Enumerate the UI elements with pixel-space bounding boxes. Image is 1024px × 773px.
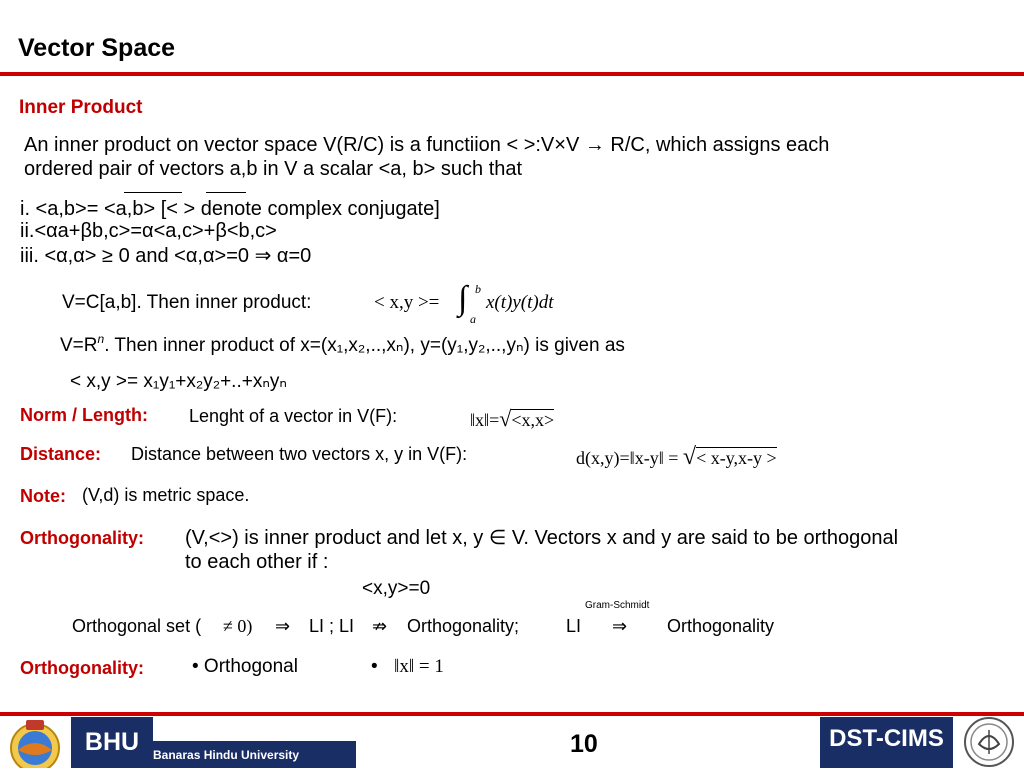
- conjugate-bar-1: [124, 192, 182, 193]
- orthogonality-label-2: Orthogonality:: [20, 658, 144, 678]
- rn-text-d: is given as: [529, 335, 625, 356]
- rn-text-sup: n: [97, 332, 105, 346]
- bhu-badge: BHU: [71, 717, 153, 768]
- orthogonality-line-2: to each other if :: [185, 551, 329, 573]
- sqrt-icon: √: [499, 406, 512, 431]
- university-name: Banaras Hindu University: [153, 747, 300, 762]
- rn-vectors: x=(x₁,x₂,..,xₙ), y=(y₁,y₂,..,yₙ): [300, 335, 530, 356]
- sqrt-icon: √: [682, 444, 697, 470]
- unit-norm-formula: ‖x‖ = 1: [394, 656, 444, 677]
- property-i-a: i. <a,b>=: [20, 198, 104, 220]
- bullet-normalized: •: [371, 656, 378, 677]
- norm-text: Lenght of a vector in V(F):: [189, 406, 398, 426]
- property-ii: ii.<αa+βb,c>=α<a,c>+β<b,c>: [20, 220, 277, 242]
- property-i-c: [: [155, 198, 167, 220]
- property-i-conjugate: <a,b>: [103, 198, 156, 220]
- rn-text-a: V=R: [60, 335, 98, 356]
- norm-formula: [470, 406, 554, 432]
- orthogonal-set-i: Orthogonality: [667, 616, 775, 636]
- norm-formula-a: ‖x‖=: [470, 410, 500, 430]
- orthogonal-set-d: LI ; LI: [309, 616, 355, 636]
- orthogonal-set-f: Orthogonality;: [407, 616, 520, 636]
- integrand: x(t)y(t)dt: [486, 292, 554, 313]
- distance-formula: [576, 444, 777, 471]
- property-i-e: denote complex conjugate]: [195, 198, 440, 220]
- intro-line-1: An inner product on vector space V(R/C) is a functiion < >:V×V → R/C, which assigns each: [24, 134, 830, 156]
- dst-cims-badge: DST-CIMS: [820, 717, 953, 768]
- note-text: (V,d) is metric space.: [82, 485, 250, 505]
- page-number: 10: [570, 730, 598, 758]
- orthogonality-condition: <x,y>=0: [362, 578, 431, 599]
- property-i-brackets: < >: [166, 198, 196, 220]
- orthogonal-set-a: Orthogonal set (: [72, 616, 202, 636]
- property-iii: iii. <α,α> ≥ 0 and <α,α>=0 ⇒ α=0: [20, 245, 312, 267]
- cab-text: V=C[a,b]. Then inner product:: [62, 292, 312, 313]
- inner-product-heading: Inner Product: [19, 97, 143, 118]
- bullet-orthogonal: • Orthogonal: [192, 656, 298, 677]
- distance-formula-b: < x-y,x-y >: [696, 448, 777, 468]
- rn-formula: < x,y >= x₁y₁+x₂y₂+..+xₙyₙ: [70, 371, 287, 392]
- orthogonality-line-1: (V,<>) is inner product and let x, y ∈ V. Vectors x and y are said to be orthogonal: [185, 527, 899, 549]
- university-name-band: [153, 741, 356, 768]
- conjugate-bar-2: [206, 192, 246, 193]
- bhu-logo: [4, 716, 66, 768]
- distance-label: Distance:: [20, 444, 102, 464]
- orthogonality-label: Orthogonality:: [20, 528, 144, 548]
- orthogonal-set-b: ≠ 0): [223, 616, 253, 636]
- distance-formula-a: d(x,y)=‖x-y‖ =: [576, 448, 679, 468]
- title-divider: [0, 72, 1024, 76]
- footer-divider: [0, 712, 1024, 716]
- norm-formula-b: <x,x>: [511, 410, 555, 430]
- not-implies-icon: ⇏: [372, 616, 388, 636]
- distance-text: Distance between two vectors x, y in V(F):: [131, 444, 468, 464]
- gram-schmidt-label: Gram-Schmidt: [585, 600, 650, 611]
- intro-line-2: ordered pair of vectors a,b in V a scalar <a, b> such that: [24, 158, 523, 180]
- integral-upper: b: [475, 282, 481, 296]
- implies-icon: ⇒: [275, 616, 291, 636]
- dst-cims-logo: [955, 716, 1023, 768]
- property-i: [20, 198, 440, 221]
- integral-sign: ∫: [458, 280, 468, 317]
- slide-title: Vector Space: [18, 34, 176, 62]
- rn-line: [60, 332, 625, 357]
- rn-text-b: . Then inner product of: [104, 335, 301, 356]
- integral-lower: a: [470, 312, 476, 326]
- norm-label: Norm / Length:: [20, 405, 148, 425]
- cab-formula-lhs: < x,y >=: [374, 292, 440, 313]
- note-label: Note:: [20, 486, 66, 506]
- orthogonal-set-g: LI: [566, 616, 582, 636]
- implies-icon-2: ⇒: [612, 616, 628, 636]
